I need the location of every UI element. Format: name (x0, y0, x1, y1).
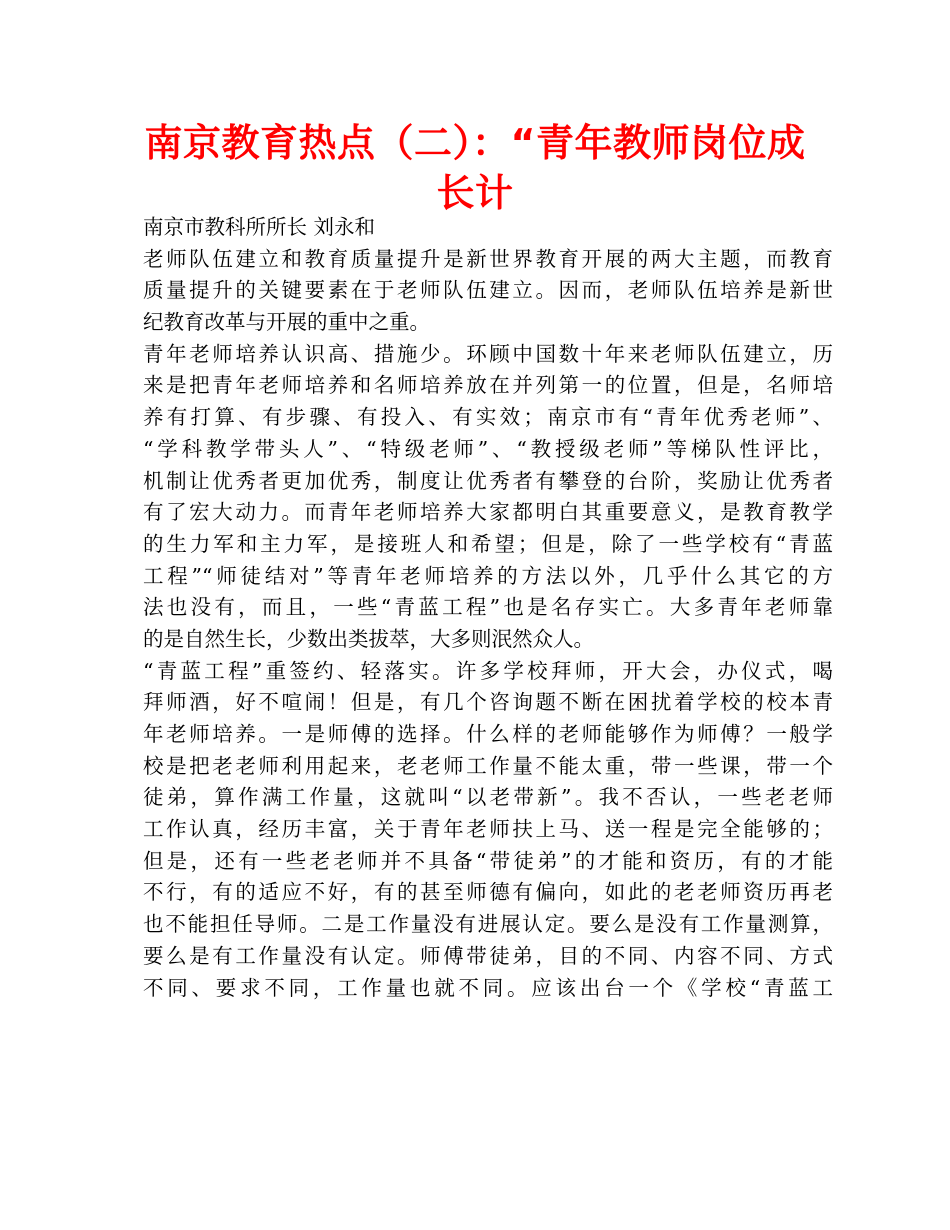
text-line: “青蓝工程”重签约、轻落实。许多学校拜师，开大会，办仪式，喝 (143, 658, 833, 683)
text-line: 法也没有，而且，一些“青蓝工程”也是名存实亡。大多青年老师靠 (143, 595, 833, 620)
title-line: 南京教育热点（二）：“青年教师岗位成 (144, 121, 806, 165)
text-line: 拜师酒，好不喧闹！但是，有几个咨询题不断在困扰着学校的校本青 (143, 690, 833, 715)
text-line: 工作认真，经历丰富，关于青年老师扶上马、送一程是完全能够的； (143, 817, 833, 842)
text-line: 年老师培养。一是师傅的选择。什么样的老师能够作为师傅？一般学 (143, 722, 833, 746)
text-line: 来是把青年老师培养和名师培养放在并列第一的位置，但是，名师培 (143, 373, 833, 398)
author-line: 南京市教科所所长 刘永和 (143, 215, 376, 239)
text-line: 但是，还有一些老老师并不具备“带徒弟”的才能和资历，有的才能 (143, 848, 833, 873)
document-title (130, 118, 820, 218)
text-line: 纪教育改革与开展的重中之重。 (143, 310, 430, 335)
text-line: 质量提升的关键要素在于老师队伍建立。因而，老师队伍培养是新世 (143, 278, 833, 303)
text-line: 青年老师培养认识高、措施少。环顾中国数十年来老师队伍建立，历 (143, 341, 833, 366)
title-line: 长计 (436, 171, 514, 215)
text-line: 要么是有工作量没有认定。师傅带徒弟，目的不同、内容不同、方式 (143, 943, 833, 968)
paragraph-2 (143, 339, 833, 656)
text-line: 不同、要求不同，工作量也就不同。应该出台一个《学校“青蓝工 (143, 975, 833, 1000)
paragraph-3 (143, 656, 833, 1005)
document-body (143, 212, 833, 1004)
text-line: 不行，有的适应不好，有的甚至师德有偏向，如此的老老师资历再老 (143, 880, 833, 905)
text-line: 机制让优秀者更加优秀，制度让优秀者有攀登的台阶，奖励让优秀者 (143, 468, 833, 493)
text-line: 工程”“师徒结对”等青年老师培养的方法以外，几乎什么其它的方 (143, 563, 833, 588)
paragraph-1 (143, 244, 833, 339)
text-line: 有了宏大动力。而青年老师培养大家都明白其重要意义，是教育教学 (143, 500, 833, 525)
text-line: 老师队伍建立和教育质量提升是新世界教育开展的两大主题，而教育 (143, 246, 833, 271)
text-line: 养有打算、有步骤、有投入、有实效；南京市有“青年优秀老师”、 (143, 405, 833, 430)
text-line: 的是自然生长，少数出类拔萃，大多则泯然众人。 (143, 626, 594, 651)
text-line: 的生力军和主力军，是接班人和希望；但是，除了一些学校有“青蓝 (143, 531, 833, 556)
text-line: 徒弟，算作满工作量，这就叫“以老带新”。我不否认，一些老老师 (143, 785, 833, 810)
text-line: 校是把老老师利用起来，老老师工作量不能太重，带一些课，带一个 (143, 753, 833, 778)
text-line: 也不能担任导师。二是工作量没有进展认定。要么是没有工作量测算， (143, 912, 833, 937)
text-line: “学科教学带头人”、“特级老师”、“教授级老师”等梯队性评比， (143, 436, 833, 461)
